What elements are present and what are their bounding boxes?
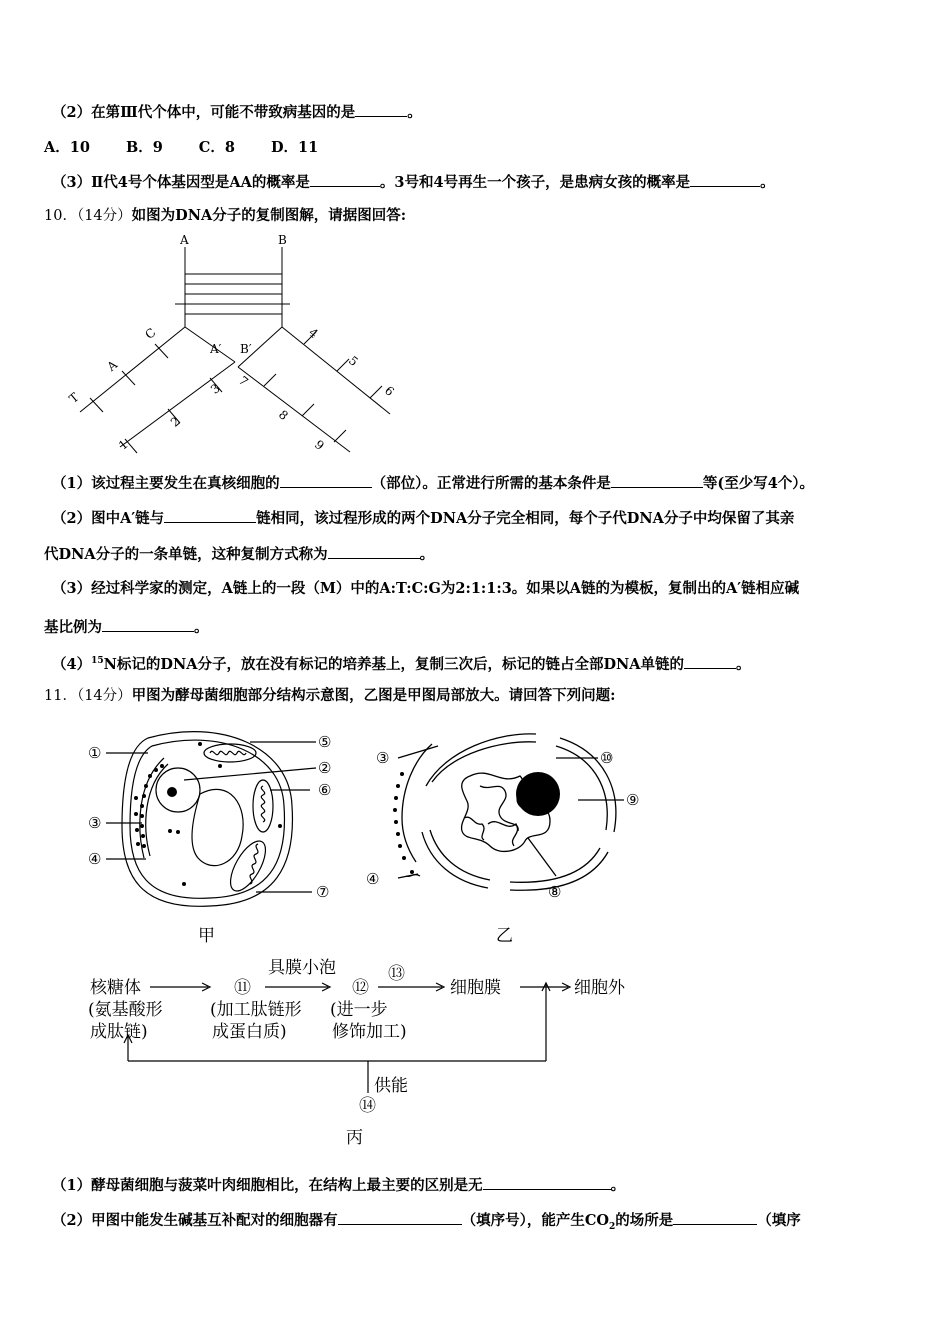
answer-blank[interactable]	[310, 172, 380, 187]
q11-stem: 11．（14分）甲图为酵母菌细胞部分结构示意图，乙图是甲图局部放大。请回答下列问题:	[44, 687, 616, 704]
q10-part1: （1）该过程主要发生在真核细胞的 （部位）。正常进行所需的基本条件是 等(至少写4个）。	[52, 475, 815, 492]
label-4: ④	[88, 850, 102, 868]
answer-blank[interactable]	[355, 102, 407, 117]
nucleus-zoom-figure	[360, 726, 660, 951]
label-9: ⑨	[626, 791, 640, 809]
ribosome-label: 核糖体	[90, 978, 141, 998]
q11-part1: （1）酵母菌细胞与菠菜叶肉细胞相比，在结构上最主要的区别是无 。	[52, 1177, 626, 1194]
outside-label: 细胞外	[574, 978, 625, 998]
label-b-prime: B′	[240, 342, 252, 356]
label-8: ⑧	[548, 883, 562, 901]
answer-blank[interactable]	[164, 508, 256, 523]
answer-blank[interactable]	[684, 654, 736, 669]
answer-blank[interactable]	[338, 1210, 462, 1225]
label-2: ②	[318, 759, 332, 777]
svg-text:T: T	[66, 390, 82, 406]
yeast-cell-figure	[80, 726, 350, 951]
answer-blank[interactable]	[328, 544, 420, 559]
svg-text:5: 5	[345, 353, 361, 369]
q11-part2: （2）甲图中能发生碱基互补配对的细胞器有 （填序号），能产生$CO_2$的场所是 （填序	[52, 1212, 801, 1232]
svg-text:8: 8	[275, 407, 291, 423]
label-6: ⑥	[318, 781, 332, 799]
svg-text:2: 2	[167, 414, 183, 430]
svg-text:(进一步: (进一步	[330, 1000, 388, 1020]
label-14: ⑭	[359, 1096, 376, 1116]
q10-part3-cont: 基比例为 。	[44, 619, 209, 636]
label-12: ⑫	[352, 978, 369, 998]
label-b: B	[278, 233, 287, 247]
svg-text:(氨基酸形: (氨基酸形	[88, 1000, 163, 1020]
svg-text:C: C	[142, 325, 159, 342]
svg-text:6: 6	[381, 383, 397, 399]
q10-part4: $(4)^{15}N$标记的DNA分子，放在没有标记的培养基上，复制三次后，标记的链占全部DNA单链的 。	[52, 655, 751, 673]
svg-text:3: 3	[207, 381, 223, 397]
label-1: ①	[88, 744, 102, 762]
q10-part2-cont: 代DNA分子的一条单链，这种复制方式称为 。	[44, 546, 435, 563]
membrane-label: 细胞膜	[450, 978, 501, 998]
svg-text:7: 7	[235, 373, 251, 389]
label-4-zoom: ④	[366, 870, 380, 888]
label-3-zoom: ③	[376, 749, 390, 767]
option-b[interactable]: B．9	[125, 139, 163, 156]
label-11: ⑪	[234, 978, 251, 998]
q9-options	[44, 138, 354, 158]
secretion-flowchart	[80, 955, 660, 1150]
label-5: ⑤	[318, 733, 332, 751]
label-10: ⑩	[600, 749, 614, 767]
q9-part3: （3）Ⅱ代4号个体基因型是AA的概率是 。3号和4号再生一个孩子，是患病女孩的概率是 。	[52, 174, 775, 191]
caption-yi: 乙	[496, 926, 513, 946]
svg-text:9: 9	[311, 437, 327, 453]
q10-stem: 10．（14分）如图为DNA分子的复制图解，请据图回答:	[44, 207, 407, 224]
answer-blank[interactable]	[102, 617, 194, 632]
label-7: ⑦	[316, 883, 330, 901]
label-a: A	[180, 233, 189, 247]
label-13: ⑬	[388, 964, 405, 984]
answer-blank[interactable]	[673, 1210, 757, 1225]
q9-part2: （2）在第Ⅲ代个体中，可能不带致病基因的是 。	[52, 104, 422, 121]
energy-label: 供能	[374, 1076, 408, 1096]
answer-blank[interactable]	[483, 1175, 611, 1190]
label-3: ③	[88, 814, 102, 832]
dna-replication-figure	[60, 232, 420, 464]
svg-text:(加工肽链形: (加工肽链形	[210, 1000, 302, 1020]
answer-blank[interactable]	[690, 172, 760, 187]
label-a-prime: A′	[210, 342, 222, 356]
q10-part2: （2）图中A′链与 链相同，该过程形成的两个DNA分子完全相同，每个子代DNA分子中均保留了其亲	[52, 510, 795, 527]
caption-jia: 甲	[198, 926, 215, 946]
svg-text:4: 4	[305, 325, 321, 341]
caption-bing: 丙	[346, 1128, 363, 1148]
q10-part3: （3）经过科学家的测定，A链上的一段（M）中的A:T:C:G为2:1:1:3。如果以A链的为模板，复制出的A′链相应碱	[52, 580, 800, 597]
svg-text:成肽链): 成肽链)	[90, 1022, 148, 1042]
answer-blank[interactable]	[280, 473, 372, 488]
svg-text:成蛋白质): 成蛋白质)	[212, 1022, 287, 1042]
option-a[interactable]: A．10	[44, 139, 90, 156]
svg-text:A: A	[104, 357, 121, 374]
svg-text:1: 1	[115, 437, 131, 453]
answer-blank[interactable]	[611, 473, 703, 488]
vesicle-label: 具膜小泡	[268, 958, 336, 978]
option-c[interactable]: C．8	[198, 139, 235, 156]
svg-text:修饰加工): 修饰加工)	[332, 1022, 407, 1042]
option-d[interactable]: D．11	[270, 139, 319, 156]
